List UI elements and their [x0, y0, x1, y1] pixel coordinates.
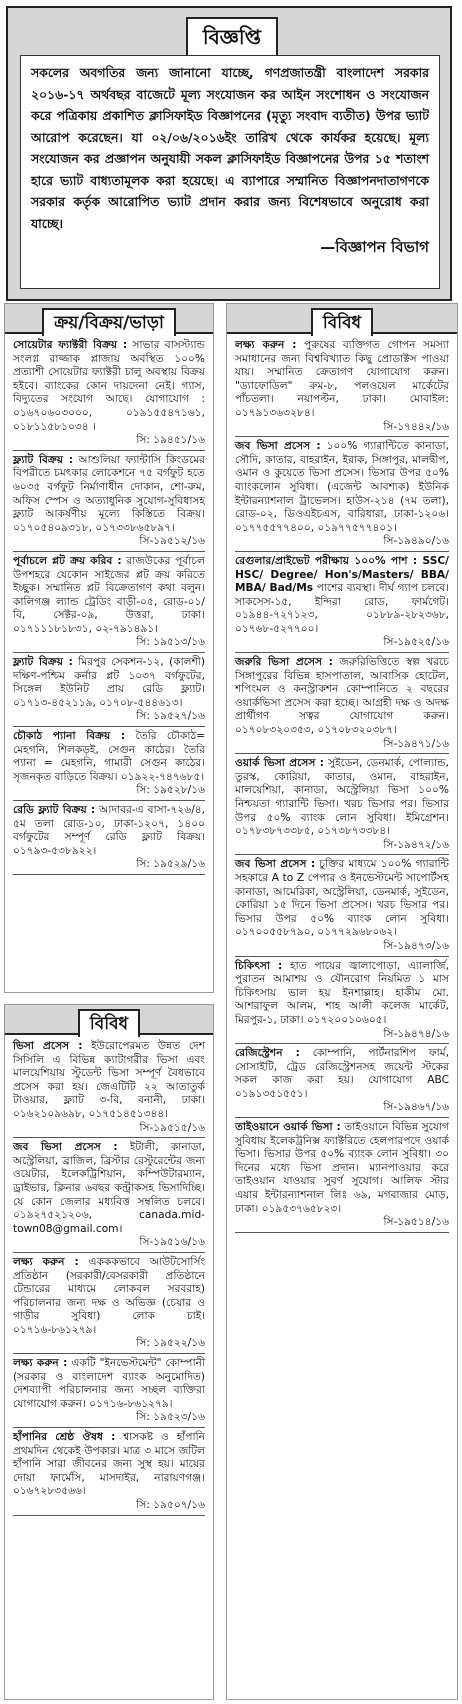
classified-ad: [235, 1118, 449, 1233]
ad-reference: সি: ১৯৫২৯/১৬: [136, 858, 205, 871]
section-title: বিবিধ: [311, 308, 373, 336]
ad-text: মিরপুর সেকশন-১২, (কালশী) দক্ষিণ-পশ্চিম কর্নার প্লট ১০৩৭ বর্গফুটের, সিঙ্গেল ইউনিট প্রায় রেডি ফ্ল্যাট। ০১৭১৩-৪৫২১১৯, ০১৭০৮-৫৪৪৬১৩।: [13, 656, 206, 709]
ad-text: আশুলিয়া ফ্যান্টাসি কিংডমের বিপরীতে চমৎকার লোকেশনে ৭৫ বর্গফুট হতে ৬০৩৫ বর্গফুট নির্মাণাধীন দোকান, শো-রুম, অফিস স্পেস ও অত্যাধুনিক সুযোগ-সুবিধাসহ ফ্ল্যাট আকর্ষণীয় মূল্যে কিস্তিতে বিক্রয়। ০১৭০৫৪০৯৩১৮, ০১৭৩৩৮৬৫৮৯৭।: [13, 453, 206, 534]
ad-text: রাজউকের পূর্বাচল উপশহরে যেকোন সাইজের প্লট ক্রয় করিতে ইচ্ছুক। সম্মানিত প্লট বিক্রেতাগণ কথা বলুন। কালিগঞ্জ ল্যান্ড ট্রেডিং বাড়ী-০৫, রোড-০১/বি, সেক্টর-০৯, উত্তরা, ঢাকা। ০১৭১১১৮১৮৩১, ০২-৭৯১৪৯১।: [13, 554, 205, 635]
ad-reference: সি: ১৯৫২৩/১৬: [136, 1411, 205, 1424]
ad-text: সাভার বাসস্ট্যান্ড সংলগ্ন রাজ্জাক প্লাজায় অবস্থিত ১০০% প্রত্যাশী সোয়েটার ফ্যাক্টরী চালু অবস্থায় বিক্রয় হইবে। ব্যাংকের কোন দায়দেনা নেই। গ্যাস, বিদ্যুতের সংযোগ আছে। যোগাযোগ : ০১৬৭০৬০৩০০০, ০১৯১৫৫৪৭১৬১, ০১৮১১৫৮১০৩৪ ।: [13, 339, 205, 433]
ad-reference: সি-১৯৪৬৭/১৬: [383, 1101, 449, 1114]
ad-text: একককভাবে আউটসোর্সিং প্রতিষ্ঠান (সরকারী/বেসরকারী প্রতিষ্ঠানে টেন্ডারের মাধ্যমে লোকবল সরবরাহ) পরিচালনার জন্য দক্ষ ও অভিজ্ঞ (চেয়ার ও গাড়ীর সুবিধা) লোক চাই। ০১৭১৬-৮৬১২৭৯।: [13, 1255, 205, 1336]
classified-ad: [235, 1044, 449, 1118]
ad-heading: জব ভিসা প্রসেস :: [235, 440, 321, 453]
ad-reference: সি: ১৯৫১৩/১৬: [136, 636, 205, 649]
ad-heading: ফ্ল্যাট বিক্রয় :: [13, 453, 73, 466]
ad-heading: জব ভিসা প্রসেস :: [13, 1141, 118, 1154]
ad-heading: লক্ষ্য করুন :: [235, 339, 297, 351]
classified-ad: [13, 451, 205, 552]
ad-text: চুক্তির মাধ্যমে ১০০% গ্যারান্টি সহকারে A to Z পেপার ও ইনভেস্টমেন্ট সাপোর্টসহ কানাডা, আমেরিকা, অস্ট্রেলিয়া, ডেনমার্ক, সুইডেন, কোরিয়া ১৫ দিনে ভিসা প্রসেস। খরচ ভিসার পর। ভিসার উপর ৫০% ব্যাংক লোন সুবিধা। ০১৭০০৫৫৮৭৯০, ০১৭৭২৯৬৮০৬২।: [235, 858, 449, 939]
classified-ad: [13, 801, 205, 875]
ad-reference: সি: ১৯৪৫১/১৬: [136, 434, 205, 447]
ad-reference: সি: ১৯৫২৭/১৬: [136, 710, 205, 723]
section-header: [5, 304, 213, 334]
classified-ad: [235, 855, 449, 956]
ad-reference: সি-১৯৫১২/১৬: [139, 535, 205, 548]
classified-ad: [235, 437, 449, 552]
ad-reference: সি: ১৯৫২২/১৬: [136, 1337, 205, 1350]
section-header: [227, 304, 457, 334]
ad-heading: রেজিস্ট্রেশন :: [235, 1047, 300, 1060]
classified-ad: [13, 1428, 205, 1516]
ad-reference: সি-১৯৪৭৩/১৬: [383, 939, 449, 952]
classified-ad: [235, 754, 449, 855]
ad-heading: চৌকাঠ প্যানা বিক্রয় :: [13, 730, 126, 743]
notice-signature: —বিজ্ঞাপন বিভাগ: [320, 238, 429, 256]
ad-heading: জরুরি ভিসা প্রসেস :: [235, 656, 333, 669]
classified-ad: [235, 653, 449, 754]
notice-body: সকলের অবগতির জন্য জানানো যাচ্ছে, গণপ্রজাতন্ত্রী বাংলাদেশ সরকার ২০১৬-১৭ অর্থবছর বাজেটে মূল্য সংযোজন কর আইন সংশোধন ও সংযোজন করে পত্রিকায় প্রকাশিত ক্লাসিফাইড বিজ্ঞাপনের (মৃত্যু সংবাদ ব্যতীত) উপর ভ্যাট আরোপ করেছেন। যা ০২/০৬/২০১৬ইং তারিখ থেকে কার্যকর হয়েছে। মূল্য সংযোজন কর প্রজ্ঞাপন অনুযায়ী সকল ক্লাসিফাইড বিজ্ঞাপনের উপর ১৫ শতাংশ হারে ভ্যাট বাধ্যতামূলক করা হয়েছে। এ ব্যাপারে সম্মানিত বিজ্ঞাপনদাতাগণকে সরকার কর্তৃক আরোপিত ভ্যাট প্রদান করার জন্য বিশেষভাবে অনুরোধ করা যাচ্ছে।: [31, 65, 429, 231]
ad-heading: চিকিৎসা :: [235, 959, 283, 972]
ad-text: তৈরি চৌকাঠ= মেহগনি, শিলকড়ই, সেগুন কাঠের। তৈরি প্যানা = মেহগনি, গামারী সেগুন কাঠের। সৃজনকৃত বাড়িতে বিক্রয়। ০১৯২২-৭৪৭৬৮৫।: [13, 730, 205, 783]
notice-content: [20, 55, 440, 289]
ad-heading: পূর্বাচলে প্লট ক্রয় করিব :: [13, 554, 122, 567]
ad-heading: ফ্ল্যাট বিক্রয় :: [13, 656, 73, 669]
ad-heading: সোয়েটার ফ্যাক্টরী বিক্রয় :: [13, 339, 128, 351]
classified-ad: [235, 957, 449, 1045]
entries-list: [5, 334, 213, 877]
ad-heading: রেগুলার/প্রাইভেট পরীক্ষায় ১০০% পাশ : SSC/ HSC/ Degree/ Hon's/Masters/ BBA/ MBA/ Bad/Ms: [235, 554, 449, 595]
buy-sell-rent-section: [4, 303, 214, 993]
section-header: [5, 1005, 213, 1035]
ad-text: পুরুষের ব্যক্তিগত গোপন সমস্যা সমাধানের জন্য বিশ্ববিখ্যাত কিছু প্রোডাক্টস পাওয়া যায়। সম্মানিত ক্রেতাগণ যোগাযোগ করুন। "ড্যাফোডিল" রুম-৮, পলওয়েল মার্কেটের পাঁচতলা। নয়াপল্টন, ঢাকা। মোবাইল: ০১৭৯১৩৬৩২৮৪।: [235, 339, 449, 419]
ad-text: ইটালী, কানাডা, অস্ট্রেলিয়া, ব্রাজিল, ব্রিস্টার রেস্টুরেন্টের জন্য ওয়েটার, ইলেকট্রিশিয়ান, কম্পিউটারম্যান, ড্রাইভার, ক্লিনার ৬বছর কন্ট্রাকসহ ভিসাদিচ্ছি। যে কোন জেলার মধ্যবিত্ত সম্বলিত চলবে। ০১৯২৭৫২১২০৬, canada.mid-town08@gmail.com।: [13, 1141, 205, 1235]
vat-notice-box: [6, 6, 452, 301]
ad-reference: সি-১৯৪৭৪/১৬: [383, 1027, 449, 1040]
classified-ad: [13, 653, 205, 727]
ad-reference: সি-১৯৫১৪/১৬: [383, 1216, 449, 1229]
classified-ad: [235, 336, 449, 437]
classified-ad: [13, 1354, 205, 1428]
classified-ad: [13, 1253, 205, 1354]
ad-text: সুইডেন, ডেনমার্ক, পোল্যান্ড, তুরস্ক, কোরিয়া, কাতার, ওমান, বাহরাইন, মালয়েশিয়া, কানাডা, অস্ট্রেলিয়া ভিসা ১০০% নিশ্চয়তা গ্যারান্টি ভিসা। খরচ ভিসার পর। ভিসার উপর ৫০% ব্যাংক লোন সুবিধা। ইমিগ্রেশন। ০১৭৮৩৮৭৩৩৮৫, ০১৭৩৮৭৩৩৮৪।: [235, 757, 450, 838]
ad-reference: সি-১৯৫১৬/১৬: [139, 1236, 205, 1249]
classified-ad: [13, 336, 205, 451]
entries-list: [5, 1035, 213, 1518]
ad-heading: জব ভিসা প্রসেস :: [235, 858, 316, 871]
ad-reference: সি-১৭৪৪২/১৬: [383, 420, 449, 433]
ad-heading: হাঁপানির শ্রেষ্ঠ ঔষধ :: [13, 1431, 116, 1444]
ad-text: জরুরিভিত্তিতে স্বল্প খরচে সিঙ্গাপুরের বিভিন্ন হাসপাতাল, আবাসিক হোটেল, শপিংমল ও কনস্ট্রাকশন কোম্পানিতে ২ বছরের ওয়ার্কভিসা প্রসেস করা হচ্ছে। আগ্রহী দক্ষ ও অদক্ষ প্রার্থীগণ সত্বর যোগাযোগ করুন। ০১৭০৮৩২০৩৫৩, ০১৭০৮৩২০৩৮৭।: [235, 656, 449, 737]
classified-ad: [235, 552, 449, 653]
classified-ad: [13, 552, 205, 653]
notice-title: বিজ্ঞপ্তি: [186, 17, 278, 55]
ad-reference: সি-১৯৪৭১/১৬: [383, 737, 449, 750]
misc-section-left: [4, 1004, 214, 1700]
ad-heading: ভিসা প্রসেস :: [13, 1040, 83, 1052]
misc-section-right: [226, 303, 458, 1700]
ad-reference: সি-১৯৪৯০/১৬: [383, 535, 449, 548]
section-title: ক্রয়/বিক্রয়/ভাড়া: [42, 308, 176, 336]
ad-reference: সি: ১৯৫০৭/১৬: [136, 1499, 205, 1511]
ad-heading: তাইওয়ানে ওয়ার্ক ভিসা :: [235, 1121, 341, 1134]
ad-text: আদাবর-এ বাসা-৭২৬/৪, ৫ম তলা রোড-১০, ঢাকা-১২০৭, ১৪০০ বর্গফুটের সম্পূর্ণ রেডি ফ্ল্যাট বিক্রয়। ০১৭৯৩-৫৩৮৯২২।: [13, 804, 206, 857]
ad-text: ইউরোপেরমত উন্নত দেশ সিসিলি এ বিভিন্ন ক্যাটাগরীর ভিসা এবং মালয়েশিয়ায় স্টুডেন্ট ভিসা সম্পূর্ণ বৈধভাবে প্রসেস করা হয়। জেএটিটি ২২ আতাতুর্ক টাওয়ার, ফ্ল্যাট ৩-বি, বনানী, ঢাকা। ০১৬২১০৯৬৯৮, ০১৭৫১৪৫১৩৪৪।: [13, 1040, 205, 1120]
classified-ad: [13, 1138, 205, 1253]
ad-text: কোম্পানি, পার্টনারশিপ ফার্ম, সোসাইটি, ট্রেড রেজিস্ট্রেশনসহ জয়েন্ট স্টকের সকল কাজ করা হয়। যোগাযোগ ABC ০১৯১৩৫১৫৫১।: [235, 1047, 449, 1100]
ad-text: পাশের ব্যবস্থা। দীর্ঘ গ্যাপ চলবে। সাকসেস-১৫, ইন্দিরা রোড, ফার্মগেট। ০১৯৪৪-৭২৭১২৩, ০১৮৮৯-২৮২৩৬৮, ০১৭৬৮-৫২৭৭০০।: [235, 582, 449, 635]
ad-reference: সি: ১৯৫২৮/১৬: [136, 784, 205, 797]
ad-text: তাইওয়ানে বিভিন্ন সুযোগ সুবিধায় ইলেকট্রনিক্স ফ্যাক্টরিতে হেলপারপদে ওয়ার্ক ভিসা। ভিসার উপর ৫০% ব্যাংক লোন সুবিধা। ৩০ দিনের মধ্যে ভিসা প্রদান। ম্যানপাওয়ার করে তাইওয়ান যাওয়ার সুবর্ণ সুযোগ। আলিফ স্টার এয়ার ইন্টারন্যাশনাল লিঃ ৬৯, মগবাজার মোড়, ঢাকা। ০১৯৫৩৭৬৫৮২৩।: [235, 1121, 449, 1215]
ad-reference: সি-১৯৫২৫/১৬: [383, 636, 449, 649]
ad-heading: লক্ষ্য করুন :: [13, 1357, 68, 1370]
ad-reference: সি-১৯৪৭২/১৬: [383, 838, 449, 851]
ad-text: একটি "ইনভেস্টমেন্ট" কোম্পানী (সরকার ও বাংলাদেশ ব্যাংক অনুমোদিত) দেশব্যাপী পরিচালনার জন্য সচ্ছল ব্যক্তিরা যোগাযোগ করুন। ০১৭১৬-৮৬১২৭৯।: [13, 1357, 205, 1410]
ad-heading: রেডি ফ্ল্যাট বিক্রয় :: [13, 804, 96, 816]
classified-ad: [13, 1037, 205, 1138]
ad-heading: ওয়ার্ক ভিসা প্রসেস :: [235, 757, 325, 770]
ad-text: হাত পায়ের জ্বালাপোড়া, এ্যালার্জি, পুরাতন আমাশয় ও যৌনরোগ নিয়মিত ১ মাস চিকিৎসায় ভাল হয় ইনশাল্লাহ। হাকীম মো. আশরাফুল আলম, শাহ আলী কলেজ মার্কেট, মিরপুর-১, ঢাকা। ০১৭২০০১০৬০৫।: [235, 959, 449, 1026]
ad-text: শ্বাসকষ্ট ও হাঁপানি প্রথমদিন থেকেই উপকার। মাত্র ৩ মাসে জটিল হাঁপানি সারা জীবনের জন্য সুস্থ হয়। মায়ের দোয়া ফার্মেসি, মাসদাইর, নারায়ণগঞ্জ। ০১৬৭২৮৩৫৬৬।: [13, 1431, 205, 1498]
ad-heading: লক্ষ্য করুন :: [13, 1255, 79, 1268]
section-title: বিবিধ: [78, 1009, 140, 1037]
ad-text: ১০০% গ্যারান্টিতে কানাডা, সৌদি, কাতার, বাহরাইন, ইরাক, সিঙ্গাপুর, মালদ্বীপ, ওমান ও কুয়েতে ভিসা প্রসেস। ভিসার উপর ৫০% ব্যাংকলোন সুবিধা। (এজেন্ট আবশ্যক) ইউনিক ইন্টারন্যাশনাল ট্রাভেলস। হাউস-২১৪ (৭ম তলা), রোড-০২, ডিওএইচএস, বারিধারা, ঢাকা-১২০৬। ০১৭৭৫৫৭৭৪০০, ০১৯৭৭৫৭৭৪০১।: [235, 440, 449, 534]
classified-ad: [13, 727, 205, 801]
entries-list: [227, 334, 457, 1235]
ad-reference: সি-১৯৫১৫/১৬: [139, 1121, 205, 1134]
